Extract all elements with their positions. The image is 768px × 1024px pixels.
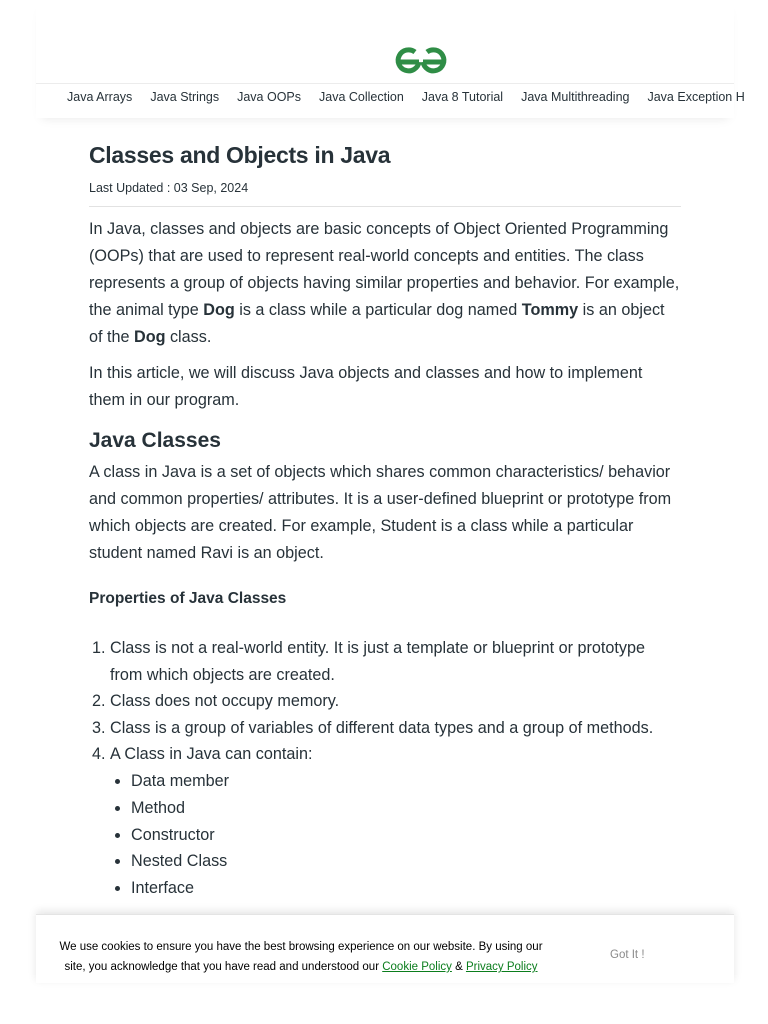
list-item: • Data member <box>131 768 681 795</box>
nav-item-java-exception-handling[interactable]: Java Exception H <box>647 90 745 104</box>
properties-list <box>89 635 681 902</box>
intro-paragraph-2: In this article, we will discuss Java objects and classes and how to implement them in our program. <box>89 364 643 409</box>
last-updated: Last Updated : 03 Sep, 2024 <box>89 181 249 195</box>
properties-heading: Properties of Java Classes <box>89 590 287 607</box>
site-header <box>36 0 745 118</box>
nav-divider <box>36 83 734 84</box>
nav-item-java-oops[interactable]: Java OOPs <box>237 90 302 104</box>
nav-item-java-8-tutorial[interactable]: Java 8 Tutorial <box>421 90 504 104</box>
privacy-policy-link[interactable]: Privacy Policy <box>465 961 538 973</box>
bold-term-dog: Dog <box>134 328 166 346</box>
bold-term-tommy: Tommy <box>521 301 579 319</box>
nav-item-java-collection[interactable]: Java Collection <box>319 90 404 104</box>
list-item: • Nested Class <box>131 848 681 875</box>
intro-text: In Java, classes and objects are basic concepts of Object Oriented Programming (OOPs) that are used to represent real-world concepts and entities. The class represents a group of objects having similar properties and behavior. For example, the animal type <box>89 220 680 319</box>
cookie-text: & <box>451 961 466 973</box>
java-classes-paragraph: A class in Java is a set of objects which shares common characteristics/ behavior and common properties/ attributes. It is a user-defined blueprint or prototype from which objects are created. For example, Student is a class while a particular student named Ravi is an object. <box>89 463 672 562</box>
cookie-policy-link[interactable]: Cookie Policy <box>382 961 452 973</box>
class-contents-list <box>110 768 681 902</box>
nav-item-java-multithreading[interactable]: Java Multithreading <box>521 90 630 104</box>
bold-term-dog: Dog <box>203 301 235 319</box>
section-heading-java-classes: Java Classes <box>89 429 221 452</box>
cookie-message <box>56 937 546 977</box>
cookie-banner <box>36 914 734 983</box>
cookie-text: We use cookies to ensure you have the best browsing experience on our website. By using our site, you acknowledge that you have read and understood our <box>59 941 543 973</box>
geeksforgeeks-logo-icon[interactable] <box>395 44 447 76</box>
title-divider <box>89 206 681 207</box>
list-item <box>110 741 681 902</box>
list-item: 2. Class does not occupy memory. <box>110 688 681 715</box>
nav-item-java-arrays[interactable]: Java Arrays <box>67 90 133 104</box>
list-item-label: A Class in Java can contain: <box>110 745 313 764</box>
list-item: • Method <box>131 795 681 822</box>
list-item: • Constructor <box>131 822 681 849</box>
intro-text: is an object of the <box>89 301 665 346</box>
topic-nav <box>67 90 745 108</box>
nav-item-java-strings[interactable]: Java Strings <box>150 90 220 104</box>
list-item: • Interface <box>131 875 681 902</box>
list-item: 1. Class is not a real-world entity. It is just a template or blueprint or prototype from which objects are created. <box>110 635 681 688</box>
article <box>89 140 681 902</box>
intro-paragraph <box>89 216 681 351</box>
list-item: 3. Class is a group of variables of different data types and a group of methods. <box>110 715 681 742</box>
intro-text: is a class while a particular dog named <box>234 301 522 319</box>
got-it-button[interactable]: Got It ! <box>610 949 645 961</box>
intro-text: class. <box>165 328 212 346</box>
page-title: Classes and Objects in Java <box>89 142 391 168</box>
